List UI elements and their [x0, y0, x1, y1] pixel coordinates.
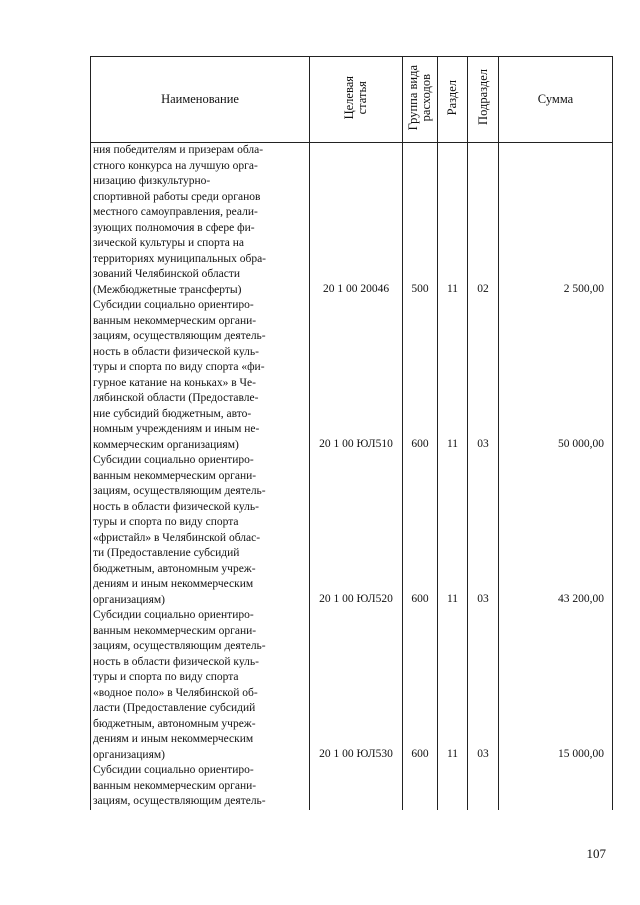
row-amount: 43 200,00 — [499, 453, 613, 608]
row-name: Субсидии социально ориентиро- ванным некоммерческим органи- зациям, осуществляющим деятель- ность в области физической куль- туры и спорта по виду спорта «фи- гурное катание на коньках» в Че- лябинской области (Предоставле- ние субсидий бюджетным, авто- номным учреждениям и иным не- коммерческим организациям) — [91, 298, 310, 453]
row-amount: 50 000,00 — [499, 298, 613, 453]
row-name: Субсидии социально ориентиро- ванным некоммерческим органи- зациям, осуществляющим деятель- ность в области физической куль- туры и спорта по виду спорта «водное поло» в Челябинской об- ласти (Предоставление субсидий бюджетным, автономным учреж- дениям и иным некоммерческим организациям) — [91, 608, 310, 763]
row-expense-group: 500 — [403, 143, 438, 299]
row-name: ния победителям и призерам обла- стного конкурса на лучшую орга- низацию физкультурно- спортивной работы среди органов местного самоуправления, реали- зующих полномочия в сфере фи- зической культуры и спорта на территориях муниципальных обра- зований Челябинской области (Межбюджетные трансферты) — [91, 143, 310, 299]
row-name: Субсидии социально ориентиро- ванным некоммерческим органи- зациям, осуществляющим деятель- ность в области физической куль- туры и спорта по виду спорта «фристайл» в Челябинской облас- ти (Предоставление субсидий бюджетным, автономным учреж- дениям и иным некоммерческим организациям) — [91, 453, 310, 608]
header-amount: Сумма — [499, 57, 613, 143]
row-target-article: 20 1 00 ЮЛ530 — [310, 608, 403, 763]
header-expense-group: Группа вида расходов — [403, 57, 438, 143]
header-target-article: Целевая статья — [310, 57, 403, 143]
row-subsection: 03 — [468, 608, 499, 763]
row-section — [438, 763, 468, 810]
row-target-article — [310, 763, 403, 810]
row-subsection: 03 — [468, 298, 499, 453]
table-row — [91, 143, 613, 299]
table-row — [91, 763, 613, 810]
page-number: 107 — [586, 846, 606, 861]
table-row — [91, 608, 613, 763]
row-expense-group: 600 — [403, 298, 438, 453]
row-section: 11 — [438, 143, 468, 299]
table-row — [91, 298, 613, 453]
row-expense-group: 600 — [403, 608, 438, 763]
row-target-article: 20 1 00 ЮЛ510 — [310, 298, 403, 453]
header-subsection: Подраздел — [468, 57, 499, 143]
row-subsection: 03 — [468, 453, 499, 608]
row-section: 11 — [438, 298, 468, 453]
row-section: 11 — [438, 453, 468, 608]
row-section: 11 — [438, 608, 468, 763]
header-section: Раздел — [438, 57, 468, 143]
budget-table — [90, 56, 613, 810]
row-target-article: 20 1 00 ЮЛ520 — [310, 453, 403, 608]
row-target-article: 20 1 00 20046 — [310, 143, 403, 299]
row-subsection — [468, 763, 499, 810]
table-row — [91, 453, 613, 608]
row-subsection: 02 — [468, 143, 499, 299]
table-header-row — [91, 57, 613, 143]
row-amount: 15 000,00 — [499, 608, 613, 763]
row-amount — [499, 763, 613, 810]
row-name: Субсидии социально ориентиро- ванным некоммерческим органи- зациям, осуществляющим деятель- — [91, 763, 310, 810]
header-name: Наименование — [91, 57, 310, 143]
row-amount: 2 500,00 — [499, 143, 613, 299]
row-expense-group: 600 — [403, 453, 438, 608]
row-expense-group — [403, 763, 438, 810]
